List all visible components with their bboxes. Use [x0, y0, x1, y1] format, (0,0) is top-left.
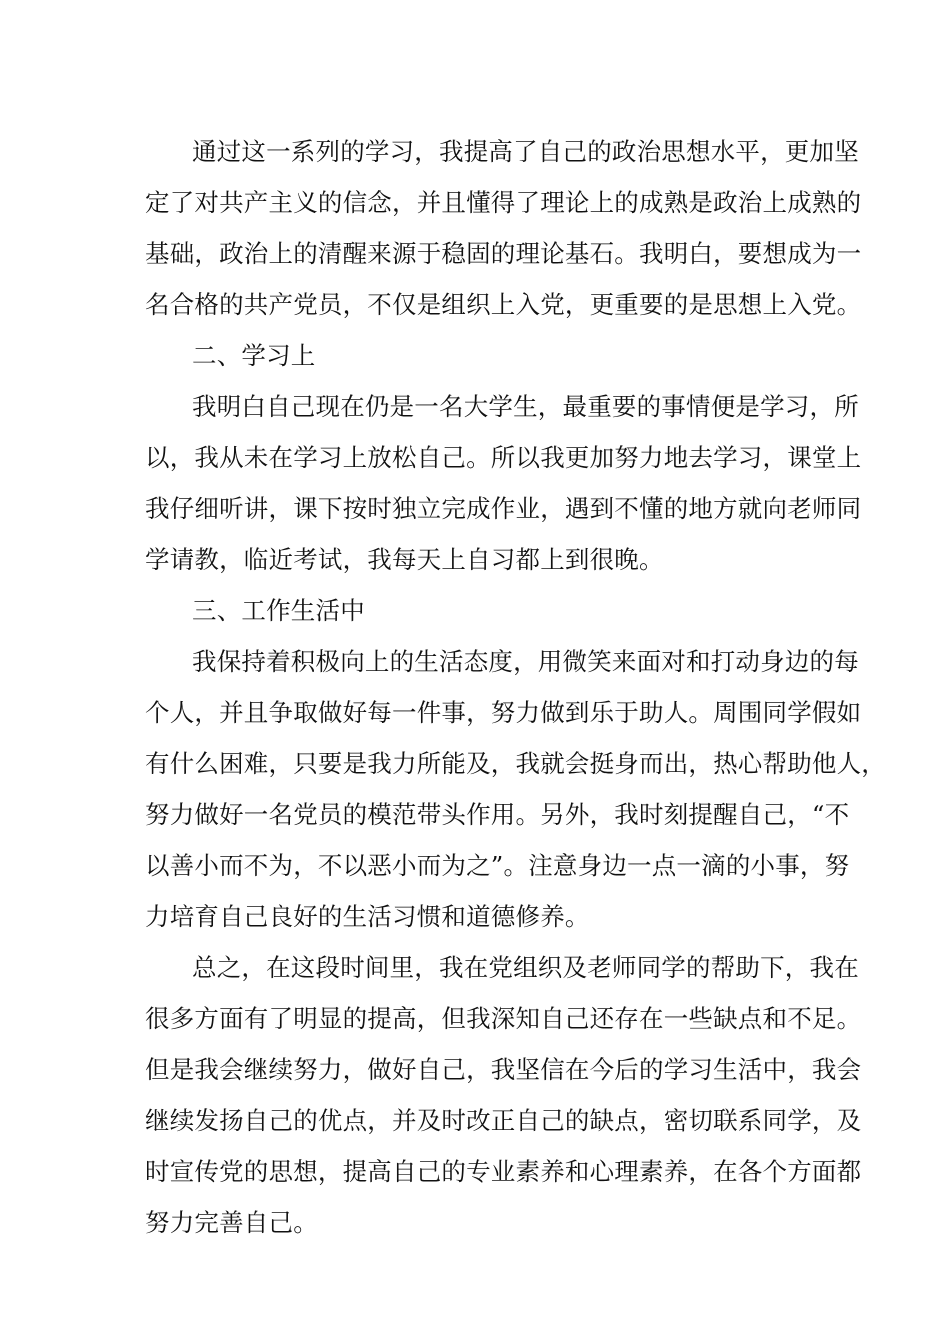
text-line: 通过这一系列的学习，我提高了自己的政治思想水平，更加坚 [192, 137, 859, 166]
text-line: 很多方面有了明显的提高，但我深知自己还存在一些缺点和不足。 [145, 1004, 862, 1033]
paragraph-4 [145, 942, 862, 1248]
text-line: 我仔细听讲，课下按时独立完成作业，遇到不懂的地方就向老师同 [145, 494, 862, 523]
paragraph-1 [145, 126, 862, 330]
document-body [145, 126, 886, 1248]
text-line: 我明白自己现在仍是一名大学生，最重要的事情便是学习，所 [192, 392, 859, 421]
heading-text: 二、学习上 [192, 341, 316, 370]
text-line: 但是我会继续努力，做好自己，我坚信在今后的学习生活中，我会 [145, 1055, 862, 1084]
text-line: 时宣传党的思想，提高自己的专业素养和心理素养，在各个方面都 [145, 1157, 862, 1186]
text-line: 继续发扬自己的优点，并及时改正自己的缺点，密切联系同学，及 [145, 1106, 862, 1135]
text-line: 努力做好一名党员的模范带头作用。另外，我时刻提醒自己，“不 [145, 800, 850, 829]
text-line: 以善小而不为，不以恶小而为之”。注意身边一点一滴的小事，努 [145, 851, 850, 880]
text-line: 基础，政治上的清醒来源于稳固的理论基石。我明白，要想成为一 [145, 239, 862, 268]
text-line: 我保持着积极向上的生活态度，用微笑来面对和打动身边的每 [192, 647, 859, 676]
text-line: 有什么困难，只要是我力所能及，我就会挺身而出，热心帮助他人， [145, 749, 886, 778]
text-line: 定了对共产主义的信念，并且懂得了理论上的成熟是政治上成熟的 [145, 188, 862, 217]
text-line: 总之，在这段时间里，我在党组织及老师同学的帮助下，我在 [192, 953, 859, 982]
paragraph-2 [145, 381, 862, 585]
text-line: 努力完善自己。 [145, 1208, 318, 1237]
text-line: 名合格的共产党员，不仅是组织上入党，更重要的是思想上入党。 [145, 290, 862, 319]
paragraph-3 [145, 636, 886, 942]
text-line: 个人，并且争取做好每一件事，努力做到乐于助人。周围同学假如 [145, 698, 862, 727]
section-heading-study [145, 330, 815, 381]
heading-text: 三、工作生活中 [192, 596, 365, 625]
text-line: 力培育自己良好的生活习惯和道德修养。 [145, 902, 590, 931]
section-heading-work-life [145, 585, 815, 636]
text-line: 学请教，临近考试，我每天上自习都上到很晚。 [145, 545, 664, 574]
text-line: 以，我从未在学习上放松自己。所以我更加努力地去学习，课堂上 [145, 443, 862, 472]
